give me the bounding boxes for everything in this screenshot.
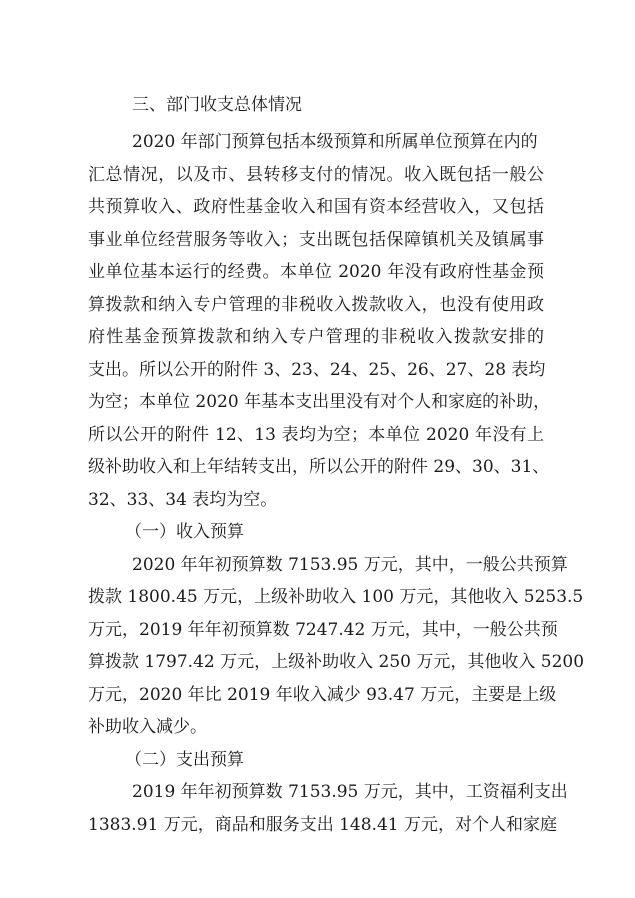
paragraph-line: 府性基金预算拨款和纳入专户管理的非税收入拨款安排的 <box>88 327 544 347</box>
paragraph-line: 共预算收入、政府性基金收入和国有资本经营收入，又包括 <box>88 197 544 217</box>
paragraph-line: 万元，2020 年比 2019 年收入减少 93.47 万元，主要是上级 <box>88 685 557 705</box>
paragraph-line: 为空；本单位 2020 年基本支出里没有对个人和家庭的补助， <box>88 392 551 412</box>
paragraph-line: 2019 年年初预算数 7153.95 万元，其中，工资福利支出 <box>132 782 568 802</box>
paragraph-line: 1383.91 万元，商品和服务支出 148.41 万元，对个人和家庭 <box>88 815 557 835</box>
paragraph-line: 事业单位经营服务等收入；支出既包括保障镇机关及镇属事 <box>88 230 544 250</box>
paragraph-line: 汇总情况，以及市、县转移支付的情况。收入既包括一般公 <box>88 165 544 185</box>
paragraph-line: 所以公开的附件 12、13 表均为空；本单位 2020 年没有上 <box>88 425 544 445</box>
paragraph-line: 补助收入减少。 <box>88 717 207 737</box>
paragraph-line: 支出。所以公开的附件 3、23、24、25、26、27、28 表均 <box>88 360 546 380</box>
section-title: 三、部门收支总体情况 <box>132 95 302 115</box>
paragraph-line: 算拨款和纳入专户管理的非税收入拨款收入，也没有使用政 <box>88 295 544 315</box>
paragraph-line: 业单位基本运行的经费。本单位 2020 年没有政府性基金预 <box>88 262 544 282</box>
paragraph-line: 级补助收入和上年结转支出，所以公开的附件 29、30、31、 <box>88 457 550 477</box>
paragraph-line: 万元，2019 年年初预算数 7247.42 万元，其中，一般公共预 <box>88 620 558 640</box>
paragraph-line: 32、33、34 表均为空。 <box>88 490 278 510</box>
paragraph-line: 拨款 1800.45 万元，上级补助收入 100 万元，其他收入 5253.5 <box>88 587 584 607</box>
income-title: （一）收入预算 <box>125 522 244 542</box>
expense-title: （二）支出预算 <box>125 750 244 770</box>
paragraph-line: 2020 年部门预算包括本级预算和所属单位预算在内的 <box>132 132 538 152</box>
paragraph-line: 算拨款 1797.42 万元，上级补助收入 250 万元，其他收入 5200 <box>88 652 585 672</box>
paragraph-line: 2020 年年初预算数 7153.95 万元，其中，一般公共预算 <box>132 555 568 575</box>
